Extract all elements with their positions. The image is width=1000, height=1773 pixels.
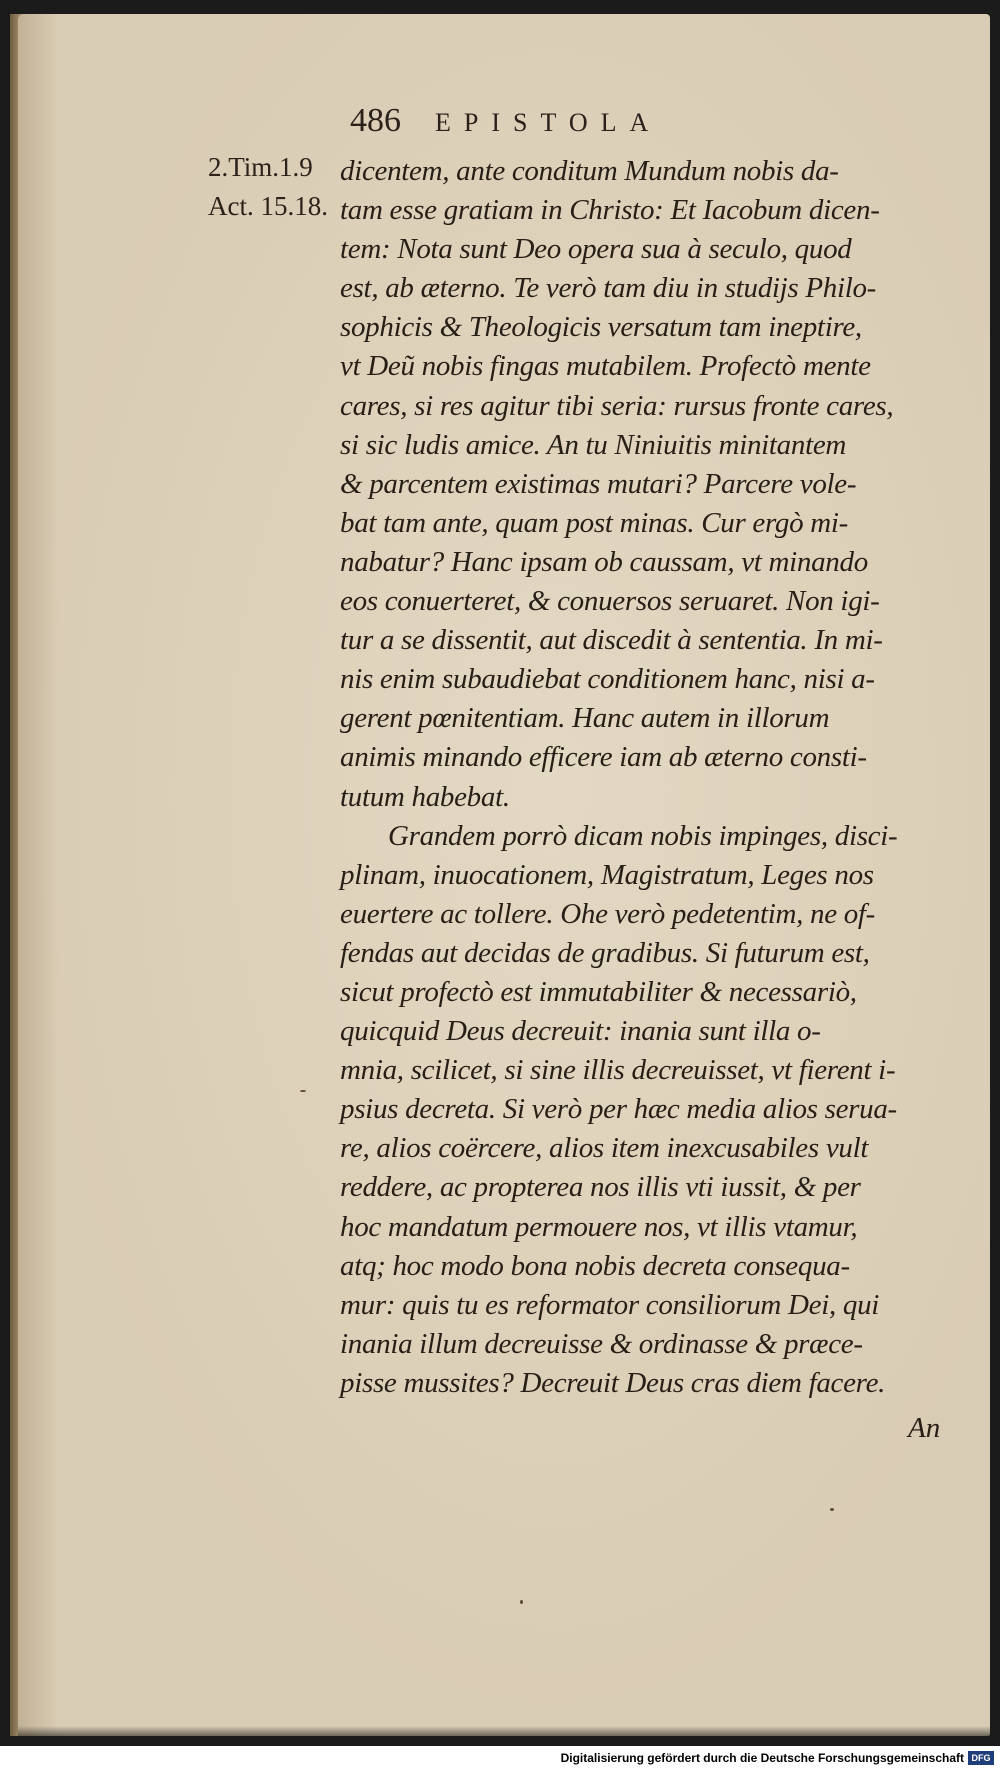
paper-speck — [300, 1090, 306, 1092]
funding-credit: Digitalisierung gefördert durch die Deutsche Forschungsgemeinschaft — [560, 1751, 964, 1765]
text-line: plinam, inuocationem, Magistratum, Leges nos — [340, 858, 874, 891]
text-line: nabatur? Hanc ipsam ob caussam, vt minando — [340, 545, 868, 578]
text-line: bat tam ante, quam post minas. Cur ergò mi- — [340, 506, 849, 539]
text-line: tem: Nota sunt Deo opera sua à seculo, quod — [340, 233, 852, 266]
text-line: tam esse gratiam in Christo: Et Iacobum dicen- — [340, 194, 880, 227]
text-line: re, alios coërcere, alios item inexcusabiles vult — [340, 1132, 869, 1165]
text-line: si sic ludis amice. An tu Niniuitis minitantem — [340, 428, 847, 461]
catchword: An — [908, 1412, 941, 1444]
text-line: sophicis & Theologicis versatum tam ineptire, — [340, 311, 862, 344]
dfg-logo: DFG — [968, 1751, 994, 1765]
marginal-reference: Act. 15.18. — [208, 191, 328, 221]
text-line: mnia, scilicet, si sine illis decreuisset, vt fierent i- — [340, 1054, 896, 1087]
text-line: vt Deũ nobis fingas mutabilem. Profectò mente — [340, 350, 871, 383]
text-line: hoc mandatum permouere nos, vt illis vtamur, — [340, 1210, 858, 1243]
paper-speck — [830, 1508, 834, 1511]
text-line: dicentem, ante conditum Mundum nobis da- — [340, 155, 839, 187]
page-header — [350, 102, 850, 150]
text-line: fendas aut decidas de gradibus. Si futurum est, — [340, 936, 870, 969]
text-line: pisse mussites? Decreuit Deus cras diem facere. — [340, 1366, 886, 1399]
body-text — [340, 152, 960, 1403]
text-line: sicut profectò est immutabiliter & necessariò, — [340, 975, 857, 1008]
text-line: mur: quis tu es reformator consiliorum Dei, qui — [340, 1288, 880, 1321]
text-line: est, ab æterno. Te verò tam diu in studijs Philo- — [340, 272, 877, 305]
page-number: 486 — [350, 102, 401, 139]
text-line: tutum habebat. — [340, 780, 510, 813]
paragraph-first-line: Grandem porrò dicam nobis impinges, disci- — [388, 819, 898, 852]
digitization-footer — [0, 1746, 1000, 1773]
text-line: animis minando efficere iam ab æterno consti- — [340, 741, 867, 774]
text-line: gerent pœnitentiam. Hanc autem in illorum — [340, 702, 830, 735]
text-line: tur a se dissentit, aut discedit à sententia. In mi- — [340, 624, 883, 657]
text-line: nis enim subaudiebat conditionem hanc, nisi a- — [340, 663, 875, 696]
text-line: cares, si res agitur tibi seria: rursus fronte cares, — [340, 389, 894, 422]
text-line: inania illum decreuisse & ordinasse & præce- — [340, 1327, 863, 1360]
running-head: EPISTOLA — [435, 108, 662, 137]
text-line: euertere ac tollere. Ohe verò pedetentim, ne of- — [340, 897, 876, 930]
marginal-reference: 2.Tim.1.9 — [208, 152, 313, 182]
text-line: psius decreta. Si verò per hæc media alios serua- — [340, 1093, 897, 1126]
page-shadow — [18, 1726, 990, 1736]
text-line: atq; hoc modo bona nobis decreta consequa- — [340, 1249, 850, 1282]
text-line: & parcentem existimas mutari? Parcere vole- — [340, 467, 857, 500]
text-line: quicquid Deus decreuit: inania sunt illa o- — [340, 1015, 821, 1048]
text-line: reddere, ac propterea nos illis vti iussit, & per — [340, 1171, 861, 1204]
text-line: eos conuerteret, & conuersos seruaret. Non igi- — [340, 585, 880, 618]
paper-speck — [520, 1600, 523, 1604]
